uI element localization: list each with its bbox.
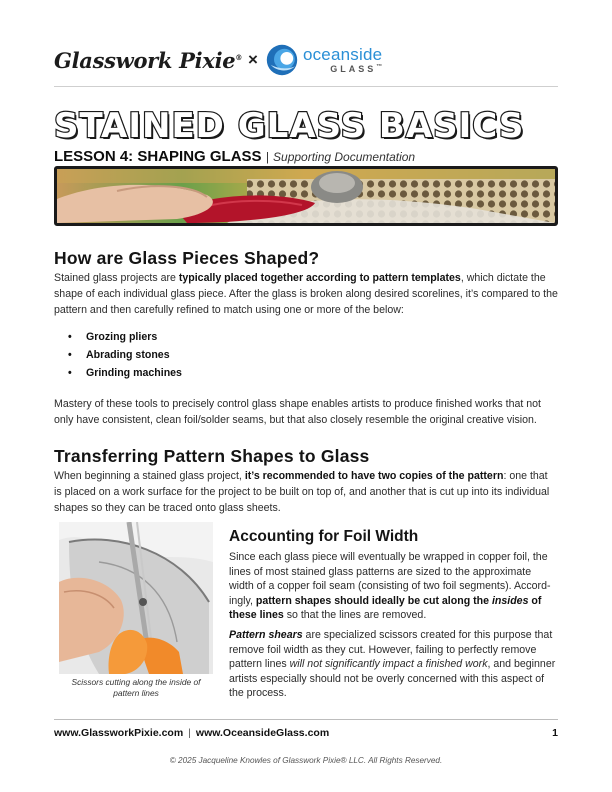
scissors-photo: [59, 522, 213, 674]
list-item: • Grinding machines: [68, 364, 182, 382]
brand-name: Glasswork Pixie: [54, 47, 236, 73]
banner-photo: [54, 166, 558, 226]
scissors-cutting-pattern-illustration: [59, 522, 213, 674]
section-heading-transferring: Transferring Pattern Shapes to Glass: [54, 446, 370, 466]
page-number: 1: [552, 727, 558, 739]
partner-sub: GLASS: [330, 64, 377, 74]
oceanside-glass-logo: [266, 44, 382, 76]
foil-text-bold-italic: insides: [491, 594, 529, 607]
transfer-text-bold: it’s recommended to have two copies of the pattern: [244, 470, 504, 482]
footer-link-oceanside[interactable]: www.OceansideGlass.com: [195, 727, 330, 739]
shears-text-b: , and beginner artists especially should not be overly concerned with this aspect of the process.: [229, 658, 556, 699]
footer-divider: [54, 719, 558, 720]
bullet-grozing-pliers: Grozing pliers: [86, 331, 158, 343]
shaping-tools-list: [68, 328, 182, 382]
lesson-heading: [54, 148, 415, 165]
section-heading-foil-width: Accounting for Foil Width: [229, 528, 419, 545]
transfer-text-post: : one that is placed on a work surface for the project to be built on top of, and another that is cut up into its individual shapes so they can be traced onto glass sheets.: [54, 470, 550, 514]
intro-text-bold: typically placed together according to pattern templates: [178, 272, 461, 284]
list-item: • Abrading stones: [68, 346, 182, 364]
transfer-text-pre: When beginning a stained glass project,: [54, 470, 245, 482]
lesson-separator: |: [265, 150, 269, 164]
lesson-label: LESSON 4: SHAPING GLASS: [54, 148, 262, 165]
mastery-paragraph: Mastery of these tools to precisely control glass shape enables artists to produce finished works that not only have consistent, clean foil/solder seams, but that also closely resemble the original creative vision.: [54, 398, 541, 426]
header-divider: [54, 86, 558, 87]
list-item: • Grozing pliers: [68, 328, 182, 346]
registered-mark: ®: [235, 52, 243, 62]
shears-text-a: are specialized scissors created for this purpose that remove foil width as they cut. However, failing to perfectly remove pattern lines: [229, 629, 553, 670]
page-header: [54, 38, 558, 82]
foil-width-paragraph-1: [229, 550, 558, 623]
foil-text-pre: Since each glass piece will eventually be wrapped in copper foil, the lines of most stained glass patterns are sized to the approximate width of a copper foil seam (consisting of two foil segments). Accord-ingly,: [229, 551, 551, 607]
bullet-abrading-stones: Abrading stones: [86, 349, 170, 361]
partner-name: oceanside: [302, 45, 383, 64]
collab-times-sign: ×: [248, 50, 258, 69]
oceanside-wave-icon: [266, 44, 298, 76]
partner-tm: ™: [376, 64, 383, 70]
glasswork-pixie-logo: [54, 48, 242, 73]
bullet-grinding-machines: Grinding machines: [86, 367, 182, 379]
footer-link-glassworkpixie[interactable]: www.GlassworkPixie.com: [54, 727, 184, 739]
lesson-subtitle: Supporting Documentation: [273, 150, 416, 164]
page-title: STAINED GLASS BASICS: [54, 106, 525, 146]
footer-separator: |: [188, 727, 191, 739]
pattern-shears-term: Pattern shears: [229, 629, 303, 641]
figure-caption: Scissors cutting along the inside of pattern lines: [71, 677, 201, 698]
transferring-paragraph: [54, 469, 558, 516]
foil-text-bold-b: of these lines: [229, 594, 542, 621]
grinder-photo-illustration: [57, 169, 555, 223]
foil-text-post: so that the lines are removed.: [283, 609, 427, 621]
foil-text-bold-a: pattern shapes should ideally be cut along the: [255, 594, 492, 607]
page-footer: [54, 727, 558, 739]
intro-text-post: , which dictate the shape of each individual glass piece. After the glass is broken along desired scorelines, it’s compared to the pattern and then carefully refined to match using one or more of the below:: [54, 272, 558, 316]
copyright-notice: © 2025 Jacqueline Knowles of Glasswork Pixie® LLC. All Rights Reserved.: [169, 756, 443, 765]
section-heading-shaping: How are Glass Pieces Shaped?: [54, 248, 320, 268]
intro-text-pre: Stained glass projects are: [54, 272, 179, 284]
foil-width-paragraph-2: [229, 628, 558, 701]
shears-text-italic: will not significantly impact a finished work: [289, 658, 488, 670]
shaping-intro-paragraph: [54, 271, 558, 318]
